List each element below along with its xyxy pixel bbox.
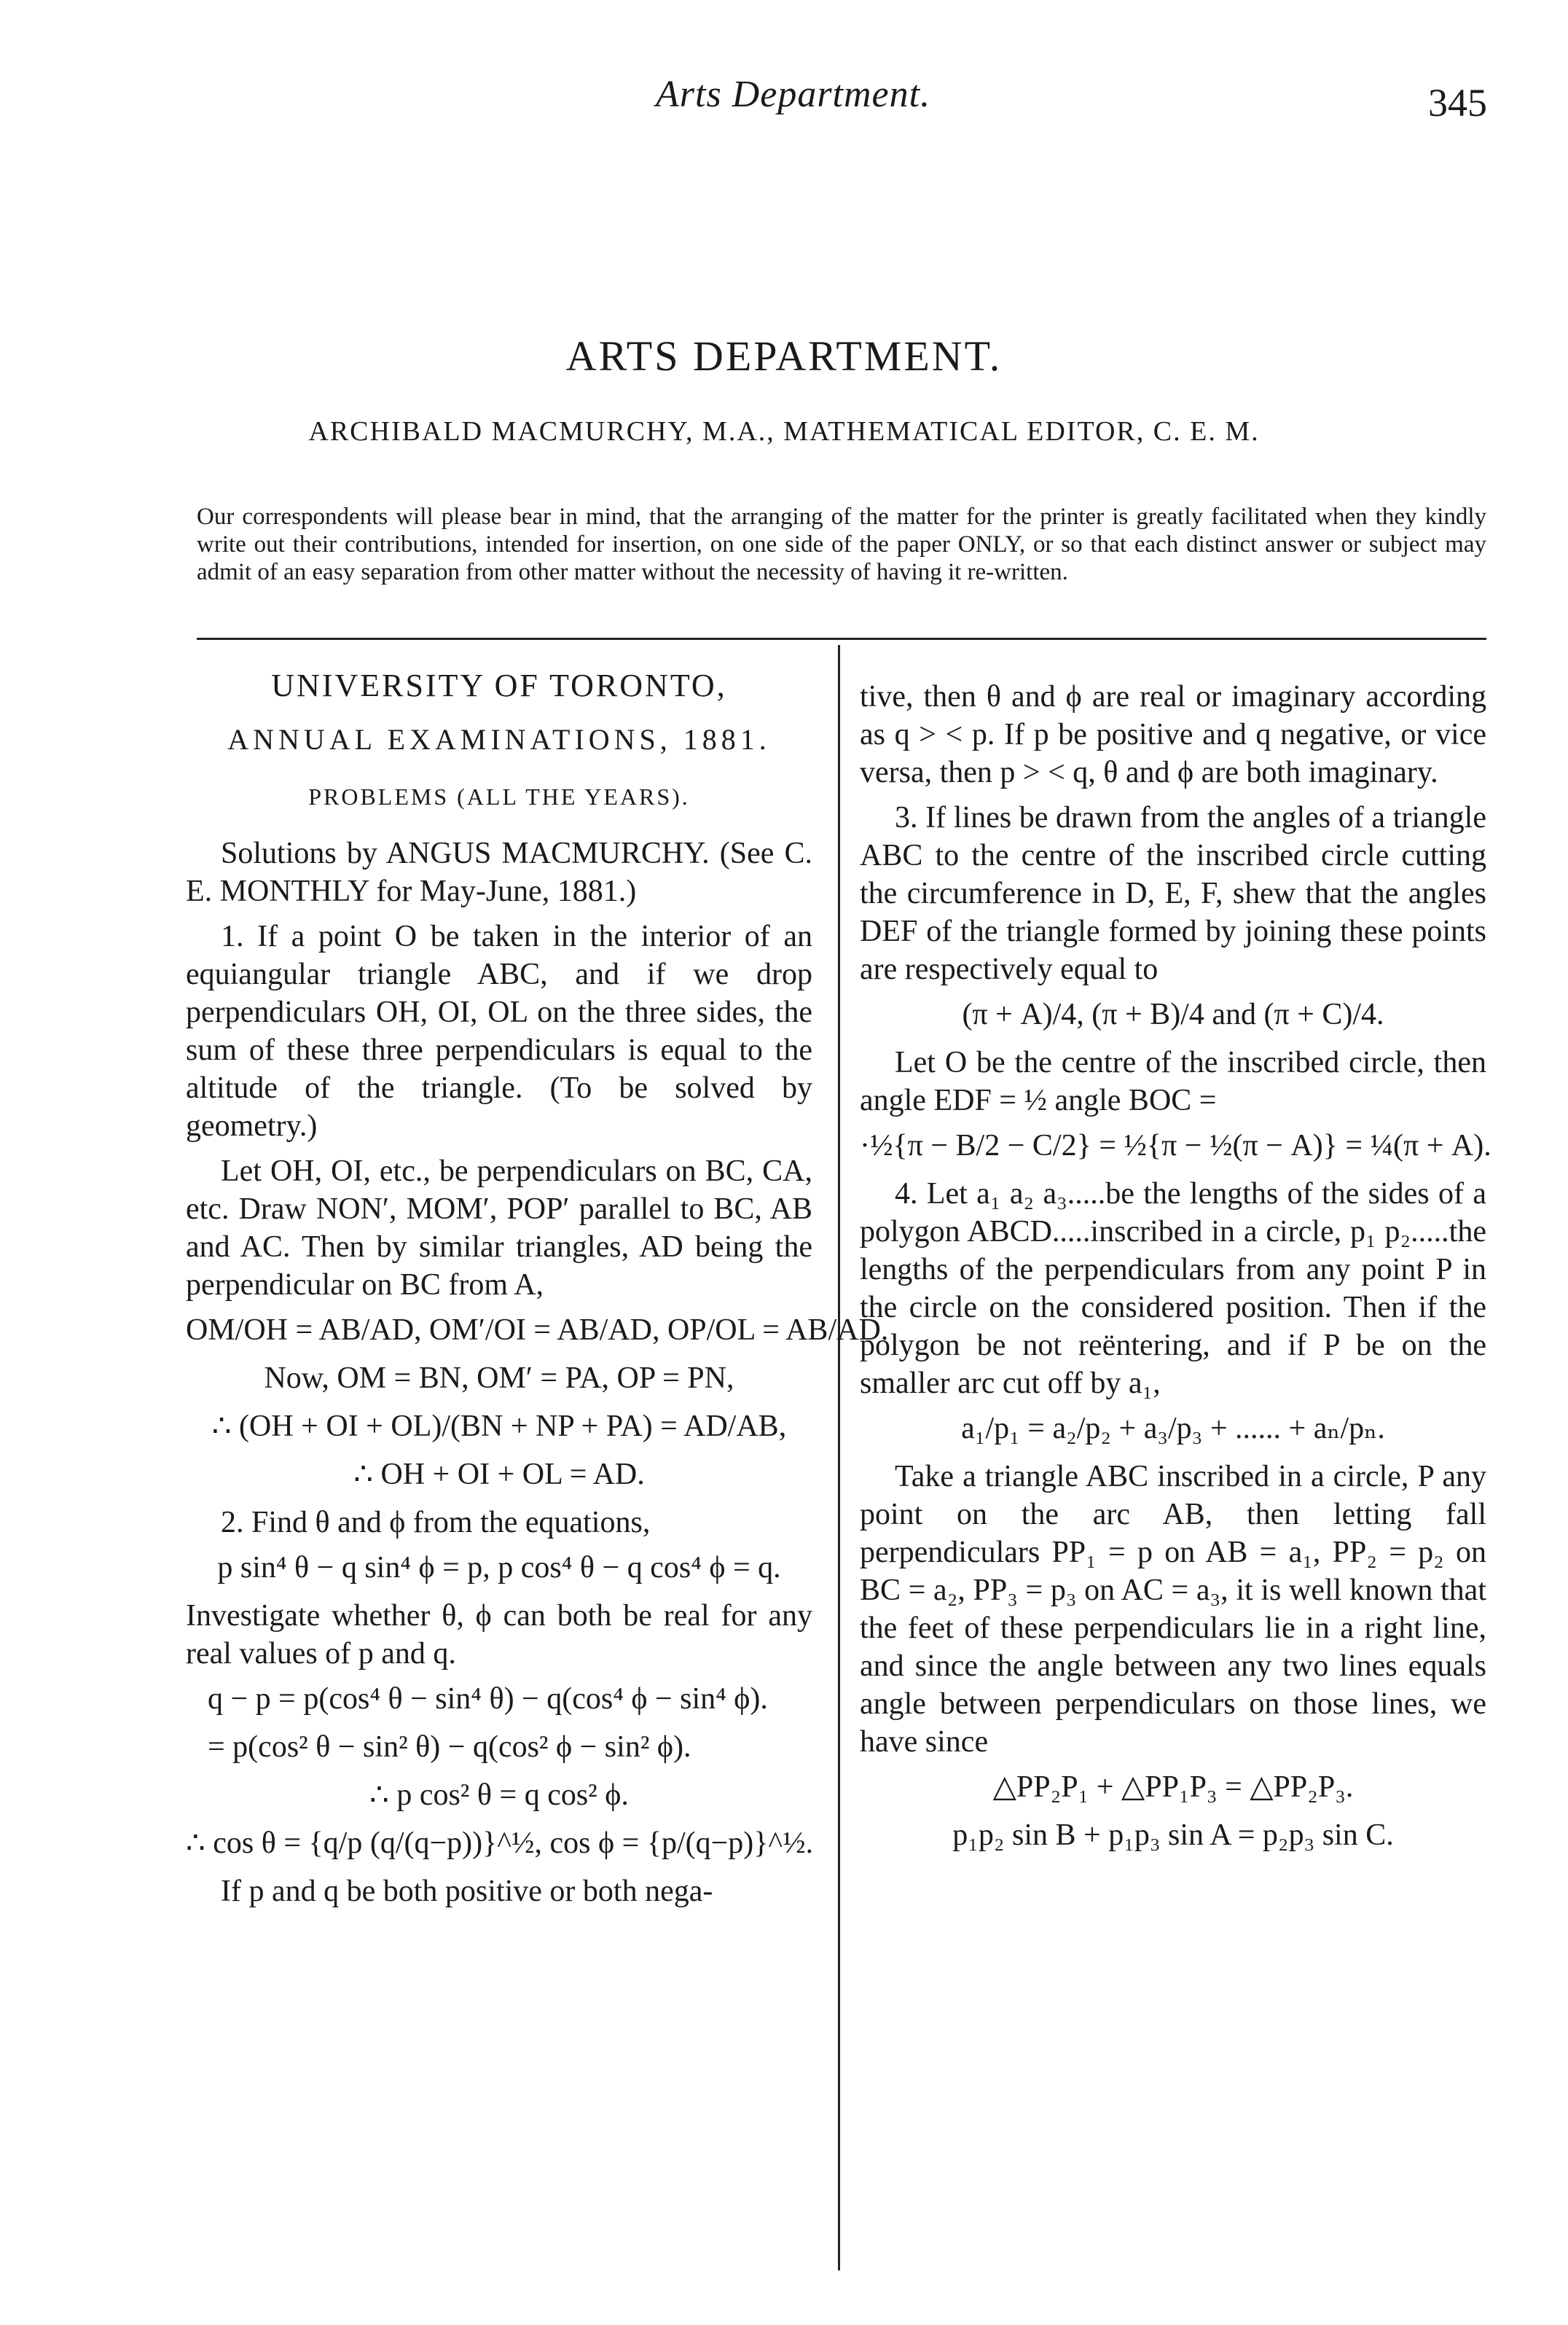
- editor-line: [0, 415, 1568, 448]
- problem-2-cos: ∴ cos θ = {q/p (q/(q−p))}^½, cos ϕ = {p/(q−p)}^½.: [186, 1826, 814, 1860]
- left-column: [186, 667, 889, 1918]
- equation-sum: ∴ (OH + OI + OL)/(BN + NP + PA) = AD/AB,: [211, 1410, 787, 1443]
- problem-4: 4. Let a₁ a₂ a₃.....be the lengths of the sides of a polygon ABCD.....inscribed in a circle, p₁ p₂.....the lengths of the perpendiculars from any point P in the circle on the considered position. Then if the polygon be not reëntering, and if P be on the smaller arc cut off by a₁,: [860, 1177, 1486, 1400]
- section-title: ARTS DEPARTMENT.: [565, 332, 1003, 380]
- problem-1: 1. If a point O be taken in the interior of an equiangular triangle ABC, and if we drop perpendiculars OH, OI, OL on the three sides, the sum of these three perpendiculars is equal to the altitude of the triangle. (To be solved by geometry.): [186, 920, 812, 1143]
- problem-4-last: p₁p₂ sin B + p₁p₃ sin A = p₂p₃ sin C.: [952, 1818, 1394, 1852]
- university-heading: UNIVERSITY OF TORONTO,: [271, 668, 727, 703]
- problem-2-continued: tive, then θ and ϕ are real or imaginary according as q > < p. If p be positive and q negative, or vice versa, then p > < q, θ and ϕ are both imaginary.: [860, 680, 1486, 789]
- problems-heading: PROBLEMS (ALL THE YEARS).: [308, 784, 690, 810]
- problem-3: 3. If lines be drawn from the angles of a triangle ABC to the centre of the inscribed circle cutting the circumference in D, E, F, shew that the angles DEF of the triangle formed by joining these points are respectively equal to: [860, 801, 1486, 986]
- exam-heading: ANNUAL EXAMINATIONS, 1881.: [227, 723, 771, 756]
- right-column: [860, 678, 1491, 1864]
- problem-2: 2. Find θ and ϕ from the equations,: [221, 1506, 651, 1539]
- problem-4-equation: a₁/p₁ = a₂/p₂ + a₃/p₃ + ...... + aₙ/pₙ.: [961, 1412, 1385, 1445]
- correspondents-notice: Our correspondents will please bear in mind, that the arranging of the matter for the printer is greatly facilitated when they kindly write out their contributions, intended for insertion, on one side of the paper ONLY, or so that each distinct answer or subject may admit of an easy separation from other matter without the necessity of having it re-written.: [197, 504, 1486, 585]
- problem-4-triangles: △PP₂P₁ + △PP₁P₃ = △PP₂P₃.: [992, 1770, 1354, 1804]
- equation-ratios: OM/OH = AB/AD, OM′/OI = AB/AD, OP/OL = AB/AD.: [186, 1313, 889, 1347]
- problem-2-equations: p sin⁴ θ − q sin⁴ ϕ = p, p cos⁴ θ − q cos⁴ ϕ = q.: [217, 1551, 781, 1584]
- problem-2-line-1: q − p = p(cos⁴ θ − sin⁴ θ) − q(cos⁴ ϕ − sin⁴ ϕ).: [208, 1682, 768, 1716]
- problem-2-text: Investigate whether θ, ϕ can both be real for any real values of p and q.: [186, 1599, 812, 1671]
- equation-now: Now, OM = BN, OM′ = PA, OP = PN,: [264, 1361, 734, 1395]
- problem-2-end: If p and q be both positive or both nega-: [221, 1875, 713, 1908]
- problem-3-equation: (π + A)/4, (π + B)/4 and (π + C)/4.: [962, 998, 1384, 1031]
- running-title: Arts Department.: [656, 74, 931, 115]
- problem-3-solution: Let O be the centre of the inscribed circle, then angle EDF = ½ angle BOC =: [860, 1046, 1486, 1117]
- header-rule: [197, 638, 1486, 640]
- problem-2-line-2: = p(cos² θ − sin² θ) − q(cos² ϕ − sin² ϕ).: [208, 1730, 691, 1764]
- problem-1-solution: Let OH, OI, etc., be perpendiculars on BC, CA, etc. Draw NON′, MOM′, POP′ parallel to BC, AB and AC. Then by similar triangles, AD being the perpendicular on BC from A,: [186, 1154, 812, 1302]
- problem-4-solution: Take a triangle ABC inscribed in a circle, P any point on the arc AB, then letting fall perpendiculars PP₁ = p on AB = a₁, PP₂ = p₂ on BC = a₂, PP₃ = p₃ on AC = a₃, it is well known that the feet of these perpendiculars lie in a right line, and since the angle between any two lines equals angle between perpendiculars on those lines, we have since: [860, 1460, 1486, 1759]
- equation-result: ∴ OH + OI + OL = AD.: [353, 1458, 645, 1491]
- problem-2-line-3: ∴ p cos² θ = q cos² ϕ.: [369, 1778, 629, 1812]
- column-divider: [838, 645, 840, 2270]
- editor-text: ARCHIBALD MACMURCHY, M.A., MATHEMATICAL EDITOR, C. E. M.: [308, 416, 1260, 447]
- solutions-credit: Solutions by ANGUS MACMURCHY. (See C. E. MONTHLY for May-June, 1881.): [186, 837, 812, 908]
- page-number: 345: [1428, 81, 1487, 125]
- problem-3-solution-equation: ·½{π − B/2 − C/2} = ½{π − ½(π − A)} = ¼(π + A).: [860, 1129, 1491, 1162]
